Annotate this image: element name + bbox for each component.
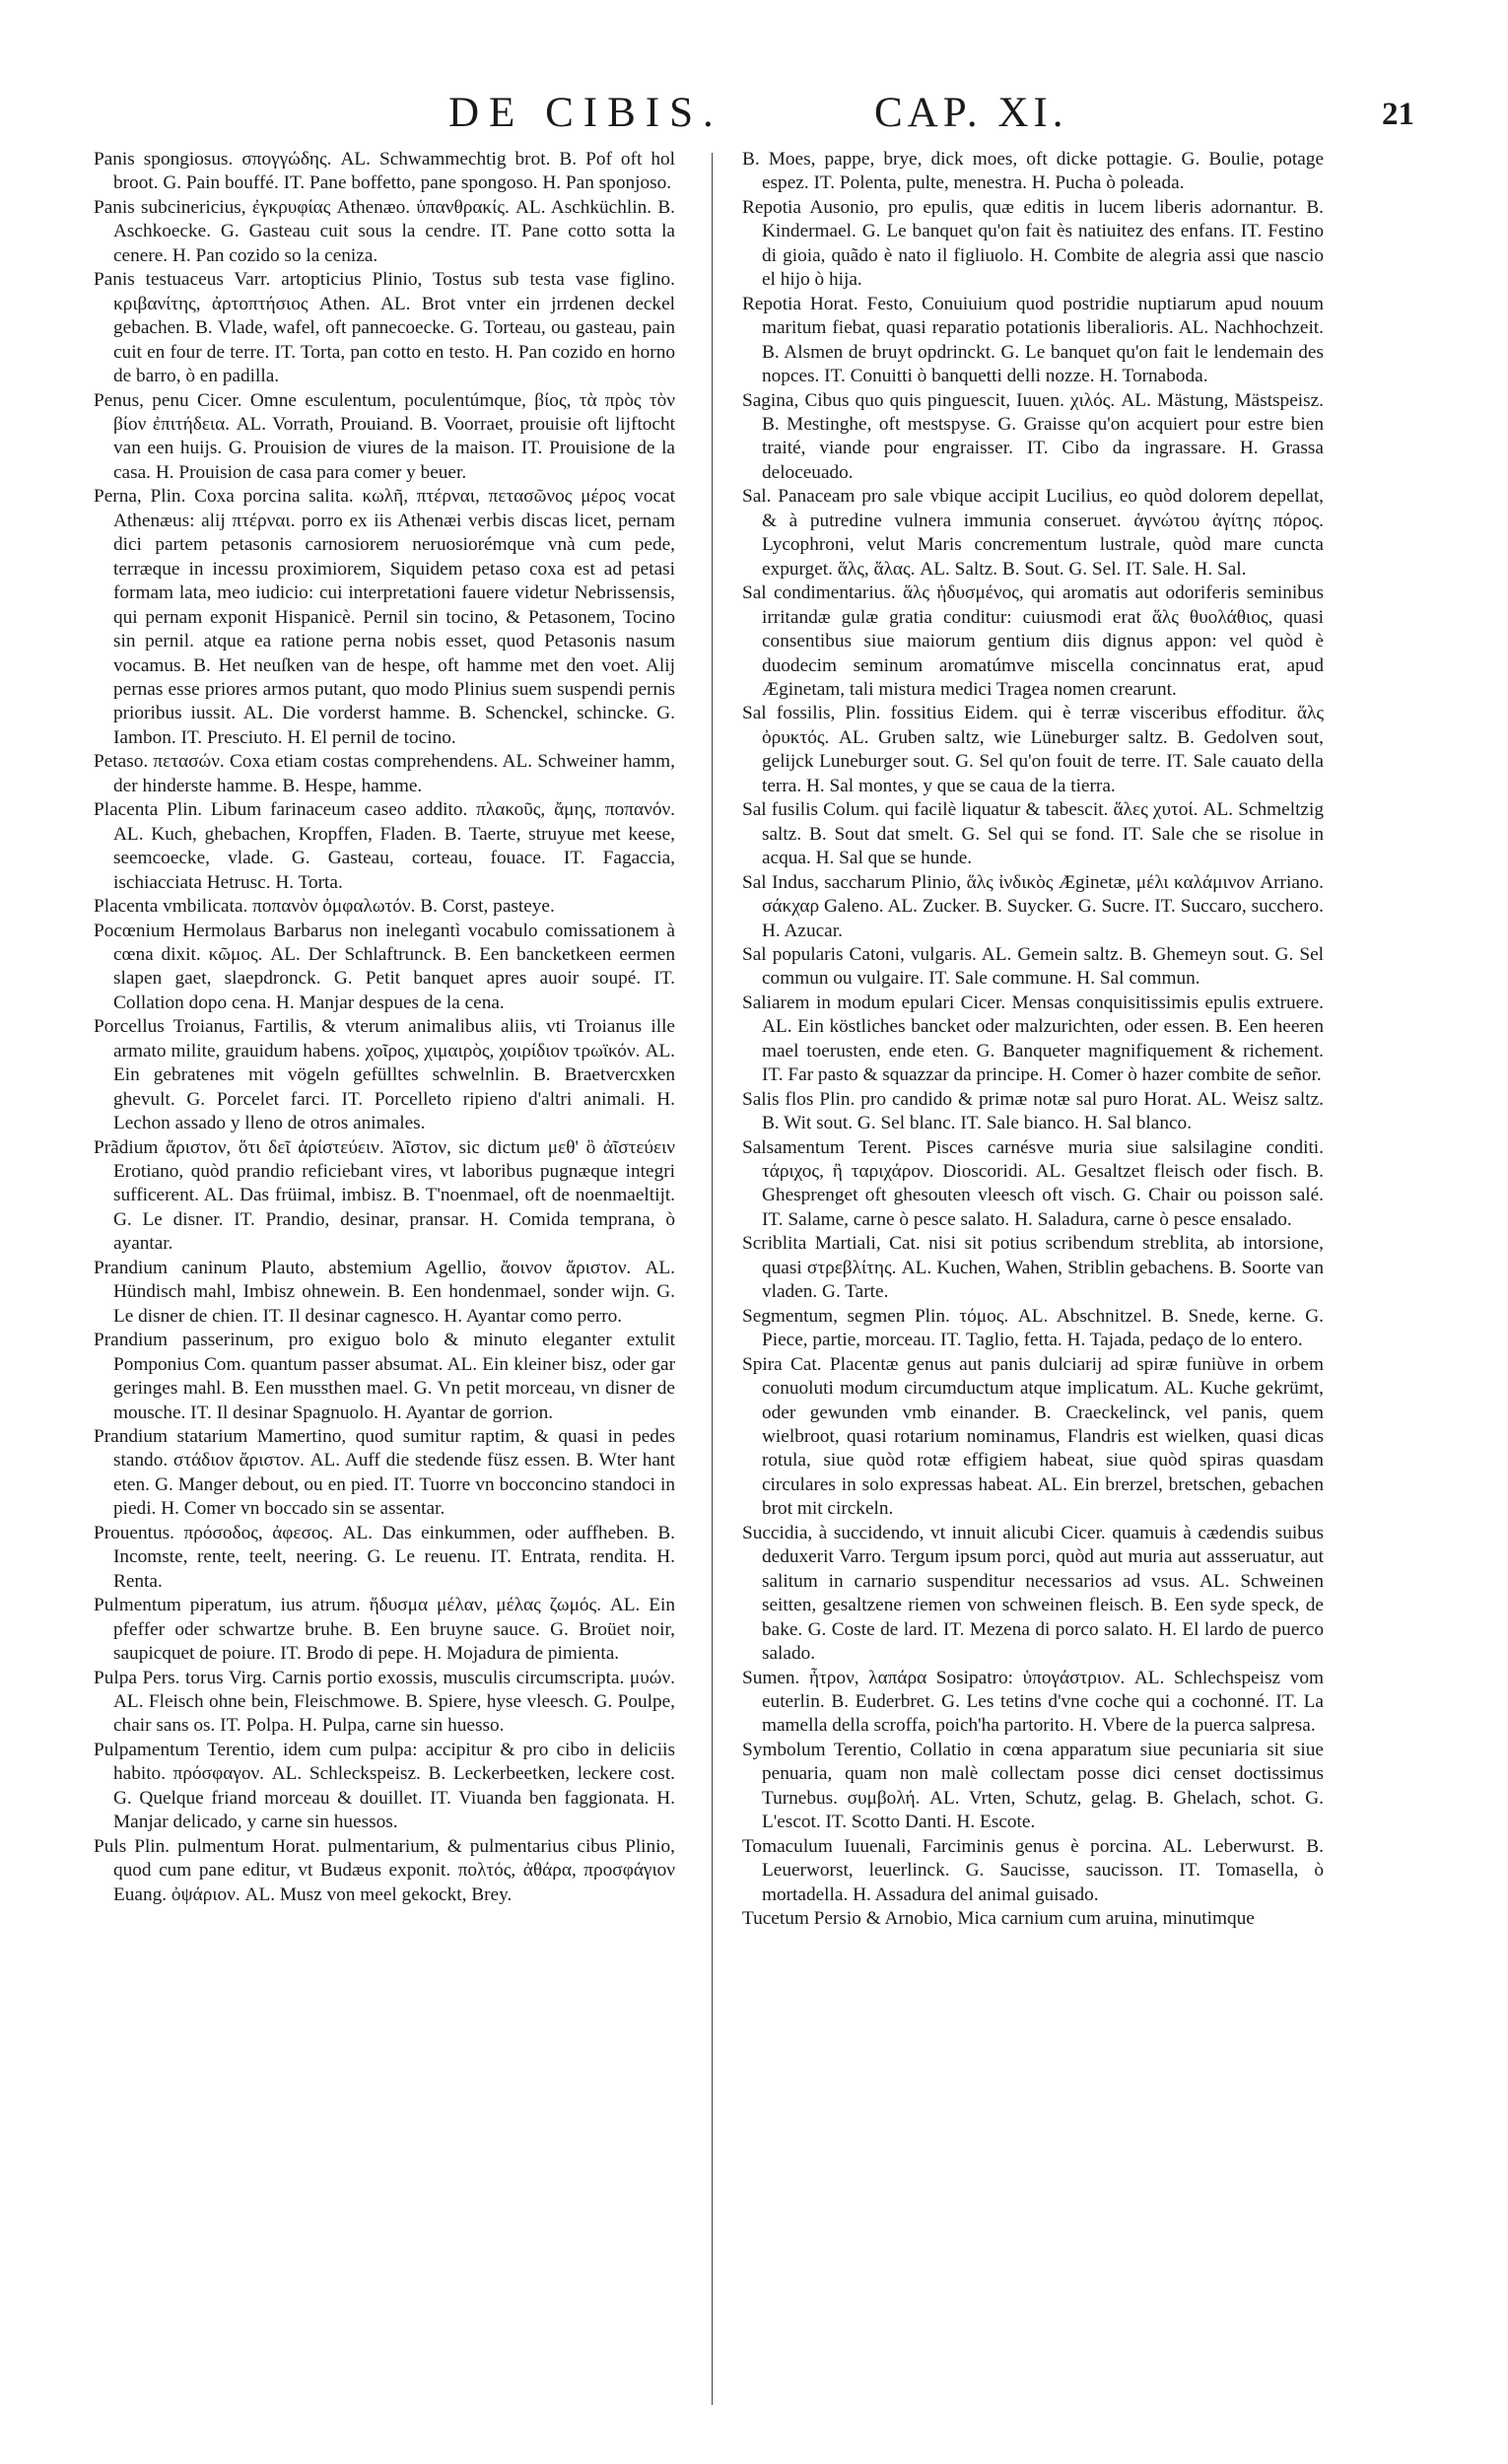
dictionary-entry: Sumen. ἦτρον, λαπάρα Sosipatro: ὑπογάστριον. AL. Schlechspeisz vom euterlin. B. Euderbret. G. Les tetins d'vne coche qui a cochonné. IT. La mamella della scroffa, poich'ha partorito. H. Vbere de la puerca salpresa. bbox=[742, 1667, 1324, 1737]
dictionary-entry: Placenta vmbilicata. ποπανὸν ὀμφαλωτόν. B. Corst, pasteye. bbox=[94, 896, 555, 918]
dictionary-entry: Sal. Panaceam pro sale vbique accipit Lucilius, eo quòd dolorem depellat, & à putredine vulnera immunia conseruet. ἁγνώτου ἁγίτης πόρος. Lycophroni, velut Maris concrementum lustrale, quòd mare cuncta expurget. ἅλς, ἅλας. AL. Saltz. B. Sout. G. Sel. IT. Sale. H. Sal. bbox=[742, 486, 1324, 580]
dictionary-entry: Prandium statarium Mamertino, quod sumitur raptim, & quasi in pedes stando. στάδιον ἄριστον. AL. Auff die stedende füsz essen. B. Wter hant eten. G. Manger debout, ou en pied. IT. Tuorre vn bocconcino standoci in piedi. H. Comer vn boccado sin se assentar. bbox=[94, 1426, 675, 1520]
dictionary-entry: Prandium caninum Plauto, abstemium Agellio, ἄοινον ἄριστον. AL. Hündisch mahl, Imbisz ohnewein. B. Een hondenmael, sonder wijn. G. Le disner de chien. IT. Il desinar cagnesco. H. Ayantar como perro. bbox=[94, 1257, 675, 1327]
dictionary-entry: Pocœnium Hermolaus Barbarus non inelegantì vocabulo comissationem à cœna dixit. κῶμος. AL. Der Schlaftrunck. B. Een bancketkeen eermen slapen gaet, slaepdronck. G. Petit banquet apres auoir soupé. IT. Collation dopo cena. H. Manjar despues de la cena. bbox=[94, 920, 675, 1013]
dictionary-entry: Prandium passerinum, pro exiguo bolo & minuto eleganter extulit Pomponius Com. quantum passer absumat. AL. Ein kleiner bisz, oder gar geringes mahl. B. Een mussthen mael. G. Vn petit morceau, vn disner de mousche. IT. Il desinar Spagnuolo. H. Ayantar de gorrion. bbox=[94, 1330, 675, 1423]
dictionary-entry: Prãdium ἄριστον, ὅτι δεῖ ἀρίστεύειν. Ἀῖστον, sic dictum μεθ' ὃ ἀῖστεύειν Erotiano, quòd prandio reficiebant vires, vt laboribus pugnæque integri sufficerent. AL. Das früimal, imbisz. B. T'noenmael, oft de noenmaeltijt. G. Le disner. IT. Prandio, desinar, pransar. H. Comida temprana, ò ayantar. bbox=[94, 1136, 675, 1255]
chapter-heading: CAP. XI. bbox=[874, 90, 1068, 136]
dictionary-entry: Sal condimentarius. ἅλς ἡδυσμένος, qui aromatis aut odoriferis seminibus irritandæ gulæ gratia conditur: cuiusmodi erat ἅλς θυολάθιος, quasi consentibus siue maiorum gentium diis dignus appon: vel quòd è duodecim seminum aromatúmve miscella concinnatus erat, apud Æginetam, tali mistura medici Tragea nomen crearunt. bbox=[742, 582, 1324, 700]
dictionary-entry: Penus, penu Cicer. Omne esculentum, poculentúmque, βίος, τὰ πρὸς τὸν βίον ἐπιτήδεια. AL. Vorrath, Prouiand. B. Voorraet, prouisie oft lijftocht van een huijs. G. Prouision de viures de la maison. IT. Prouisione de la casa. H. Prouision de casa para comer y beuer. bbox=[94, 389, 675, 483]
dictionary-entry: Sagina, Cibus quo quis pinguescit, Iuuen. χιλός. AL. Mästung, Mästspeisz. B. Mestinghe, oft mestspyse. G. Graisse qu'on acquiert pour estre bien traité, viande pour engraisser. IT. Cibo da ingrassare. H. Grassa deloceuado. bbox=[742, 389, 1324, 483]
dictionary-entry: Spira Cat. Placentæ genus aut panis dulciarij ad spiræ funiùve in orbem conuoluti modum circumductum atque implicatum. AL. Kuche gekrümt, oder gewunden vmb einander. B. Craeckelinck, vel panis, quem wielbroot, quasi rotarium nominamus, Flandris est wielken, quasi dicas rotula, siue quòd rotæ effigiem habeat, siue quòd spiras quasdam circulares in solo expressas habeat. AL. Ein brerzel, bretschen, gebachen brot mit circkeln. bbox=[742, 1353, 1324, 1520]
column-divider bbox=[712, 153, 713, 2405]
dictionary-entry: Puls Plin. pulmentum Horat. pulmentarium, & pulmentarius cibus Plinio, quod cum pane editur, vt Budæus exponit. πολτός, ἀθάρα, προσφάγιον Euang. ὀψάριον. AL. Musz von meel gekockt, Brey. bbox=[94, 1835, 675, 1905]
dictionary-entry: Pulpa Pers. torus Virg. Carnis portio exossis, musculis circumscripta. μυών. AL. Fleisch ohne bein, Fleischmowe. B. Spiere, hyse vleesch. G. Poulpe, chair sans os. IT. Polpa. H. Pulpa, carne sin huesso. bbox=[94, 1667, 675, 1737]
dictionary-entry: Repotia Horat. Festo, Conuiuium quod postridie nuptiarum apud nouum maritum fiebat, quasi reparatio potationis liberalioris. AL. Nachhochzeit. B. Alsmen de bruyt opdrinckt. G. Le banquet qu'on fait le lendemain des nopces. IT. Conuitti ò banquetti delli nozze. H. Tornaboda. bbox=[742, 293, 1324, 387]
dictionary-entry: Salis flos Plin. pro candido & primæ notæ sal puro Horat. AL. Weisz saltz. B. Wit sout. G. Sel blanc. IT. Sale bianco. H. Sal blanco. bbox=[742, 1088, 1324, 1134]
dictionary-entry: Sal Indus, saccharum Plinio, ἅλς ἰνδικὸς Æginetæ, μέλι καλάμινον Arriano. σάκχαρ Galeno. AL. Zucker. B. Suycker. G. Sucre. IT. Succaro, succhero. H. Azucar. bbox=[742, 871, 1324, 941]
dictionary-entry: Sal fossilis, Plin. fossitius Eidem. qui è terræ visceribus effoditur. ἅλς ὀρυκτός. AL. Gruben saltz, wie Lüneburger saltz. B. Gedolven sout, gelijck Luneburger sout. G. Sel qu'on fouit de terre. IT. Sale cauato della terra. H. Sal montes, y que se caua de la tierra. bbox=[742, 703, 1324, 796]
dictionary-entry: Repotia Ausonio, pro epulis, quæ editis in lucem liberis adornantur. B. Kindermael. G. Le banquet qu'on fait ès natiuitez des enfans. IT. Festino di gioia, quãdo è nato il figliuolo. H. Combite de alegria assi que nascio el hijo ò hija. bbox=[742, 196, 1324, 291]
dictionary-entry: Tomaculum Iuuenali, Farciminis genus è porcina. AL. Leberwurst. B. Leuerworst, leuerlinck. G. Saucisse, saucisson. IT. Tomasella, ò mortadella. H. Assadura del animal guisado. bbox=[742, 1835, 1324, 1905]
dictionary-entry: Pulpamentum Terentio, idem cum pulpa: accipitur & pro cibo in deliciis habito. πρόσφαγον. AL. Schleckspeisz. B. Leckerbeetken, leckere cost. G. Quelque friand morceau & douillet. IT. Viuanda ben faggionata. H. Manjar delicado, y carne sin huessos. bbox=[94, 1739, 675, 1833]
dictionary-entry: Panis spongiosus. σπογγώδης. AL. Schwammechtig brot. B. Pof oft hol broot. G. Pain bouffé. IT. Pane boffetto, pane spongoso. H. Pan sponjoso. bbox=[94, 149, 675, 194]
dictionary-entry: Panis subcinericius, ἐγκρυφίας Athenæo. ὑπανθρακίς. AL. Aschküchlin. B. Aschkoecke. G. Gasteau cuit sous la cendre. IT. Pane cotto sotta la cenere. H. Pan cozido so la ceniza. bbox=[94, 196, 675, 266]
right-column bbox=[742, 148, 1324, 2425]
dictionary-entry: Perna, Plin. Coxa porcina salita. κωλῆ, πτέρναι, πετασῶνος μέρος vocat Athenæus: alij πτέρναι. porro ex iis Athenæi verbis discas licet, pernam dici partem petasonis carnosiorem neruosiorémque vnà cum pede, terræque in incessu proximiorem, Siquidem petaso coxa est ad petasi formam lata, meo iudicio: cui interpretationi fauere videtur Nebrissensis, qui pernam exponit Hispanicè. Pernil sin tocino, & Petasonem, Tocino sin pernil. atque ea ratione perna nobis esset, quod Petasonis nasum vocamus. B. Het neuſken van de hespe, oft hamme met den voet. Alij pernas esse priores armos putant, quo modo Plinius suem suspendi pernis prioribus iussit. AL. Die vorderst hamme. B. Schenckel, schincke. G. Iambon. IT. Presciuto. H. El pernil de tocino. bbox=[94, 486, 675, 748]
dictionary-entry: Scriblita Martiali, Cat. nisi sit potius scribendum streblita, ab intorsione, quasi στρεβλίτης. AL. Kuchen, Wahen, Striblin gebachens. B. Soorte van vladen. G. Tarte. bbox=[742, 1233, 1324, 1303]
dictionary-entry: Petaso. πετασών. Coxa etiam costas comprehendens. AL. Schweiner hamm, der hinderste hamme. B. Hespe, hamme. bbox=[94, 751, 675, 796]
page-header bbox=[94, 89, 1414, 148]
dictionary-entry: Porcellus Troianus, Fartilis, & vterum animalibus aliis, vti Troianus ille armato milite, grauidum habens. χοῖρος, χιμαιρὸς, χοιρίδιον τρωϊκόν. AL. Ein gebratenes mit vögeln gefülltes schwelnlin. B. Braetvercxken ghevult. G. Porcelet farci. IT. Porcelleto ripieno d'altri animali. H. Lechon assado y lleno de otros animales. bbox=[94, 1016, 675, 1134]
dictionary-entry: B. Moes, pappe, brye, dick moes, oft dicke pottagie. G. Boulie, potage espez. IT. Polenta, pulte, menestra. H. Pucha ò poleada. bbox=[742, 149, 1324, 194]
dictionary-entry: Placenta Plin. Libum farinaceum caseo addito. πλακοῦς, ἄμης, ποπανόν. AL. Kuch, ghebachen, Kropffen, Fladen. B. Taerte, struyue met keese, seemcoecke, vlade. G. Gasteau, corteau, fouace. IT. Fagaccia, ischiacciata Hetrusc. H. Torta. bbox=[94, 799, 675, 893]
page-number: 21 bbox=[1382, 97, 1414, 132]
dictionary-entry: Pulmentum piperatum, ius atrum. ἥδυσμα μέλαν, μέλας ζωμός. AL. Ein pfeffer oder schwartze bruhe. B. Een bruyne sauce. G. Broüet noir, saupicquet de poiure. IT. Brodo di pepe. H. Mojadura de pimienta. bbox=[94, 1595, 675, 1665]
dictionary-entry: Panis testuaceus Varr. artopticius Plinio, Tostus sub testa vase figlino. κριβανίτης, ἀρτοπτήσιος Athen. AL. Brot vnter ein jrrdenen deckel gebachen. B. Vlade, wafel, oft pannecoecke. G. Torteau, ou gasteau, pain cuit en four de terre. IT. Torta, pan cotto en testo. H. Pan cozido en horno de barro, ò en padilla. bbox=[94, 269, 675, 387]
dictionary-entry: Symbolum Terentio, Collatio in cœna apparatum siue pecuniaria sit siue penuaria, quam non malè collectam posse dici censet doctissimus Turnebus. συμβολή. AL. Vrten, Schutz, gelag. B. Ghelach, schot. G. L'escot. IT. Scotto Danti. H. Escote. bbox=[742, 1739, 1324, 1833]
dictionary-entry: Saliarem in modum epulari Cicer. Mensas conquisitissimis epulis extruere. AL. Ein köstliches bancket oder malzurichten, oder essen. B. Een heeren mael toerusten, ende eten. G. Banqueter magnifiquement & richement. IT. Far pasto & squazzar da principe. H. Comer ò hazer combite de señor. bbox=[742, 992, 1324, 1086]
dictionary-entry: Sal fusilis Colum. qui facilè liquatur & tabescit. ἅλες χυτοί. AL. Schmeltzig saltz. B. Sout dat smelt. G. Sel qui se fond. IT. Sale che se risolue in acqua. H. Sal que se hunde. bbox=[742, 799, 1324, 869]
dictionary-entry: Prouentus. πρόσοδος, ἀφεσος. AL. Das einkummen, oder auffheben. B. Incomste, rente, teelt, neering. G. Le reuenu. IT. Entrata, rendita. H. Renta. bbox=[94, 1522, 675, 1592]
running-title: DE CIBIS. bbox=[448, 90, 723, 136]
left-column bbox=[94, 148, 675, 2425]
dictionary-entry: Salsamentum Terent. Pisces carnésve muria siue salsilagine conditi. τάριχος, ἢ ταριχάρον. Dioscoridi. AL. Gesaltzet fleisch oder fisch. B. Ghesprenget oft ghesouten vleesch oft visch. G. Chair ou poisson salé. IT. Salame, carne ò pesce salato. H. Saladura, carne ò pesce ensalado. bbox=[742, 1136, 1324, 1230]
dictionary-entry: Segmentum, segmen Plin. τόμος. AL. Abschnitzel. B. Snede, kerne. G. Piece, partie, morceau. IT. Taglio, fetta. H. Tajada, pedaço de lo entero. bbox=[742, 1305, 1324, 1351]
dictionary-entry: Sal popularis Catoni, vulgaris. AL. Gemein saltz. B. Ghemeyn sout. G. Sel commun ou vulgaire. IT. Sale commune. H. Sal commun. bbox=[742, 943, 1324, 990]
dictionary-entry: Succidia, à succidendo, vt innuit alicubi Cicer. quamuis à cædendis suibus deduxerit Varro. Tergum ipsum porci, quòd aut muria aut assseruatur, aut salitum in carnario suspenditur necessarios ad vsus. AL. Schweinen seitten, gesaltzene riemen von schweinen fleisch. B. Een syde speck, de bake. G. Coste de lard. IT. Mezena di porco salato. H. El lardo de puerco salado. bbox=[742, 1522, 1324, 1665]
dictionary-entry: Tucetum Persio & Arnobio, Mica carnium cum aruina, minutimque bbox=[742, 1908, 1255, 1930]
